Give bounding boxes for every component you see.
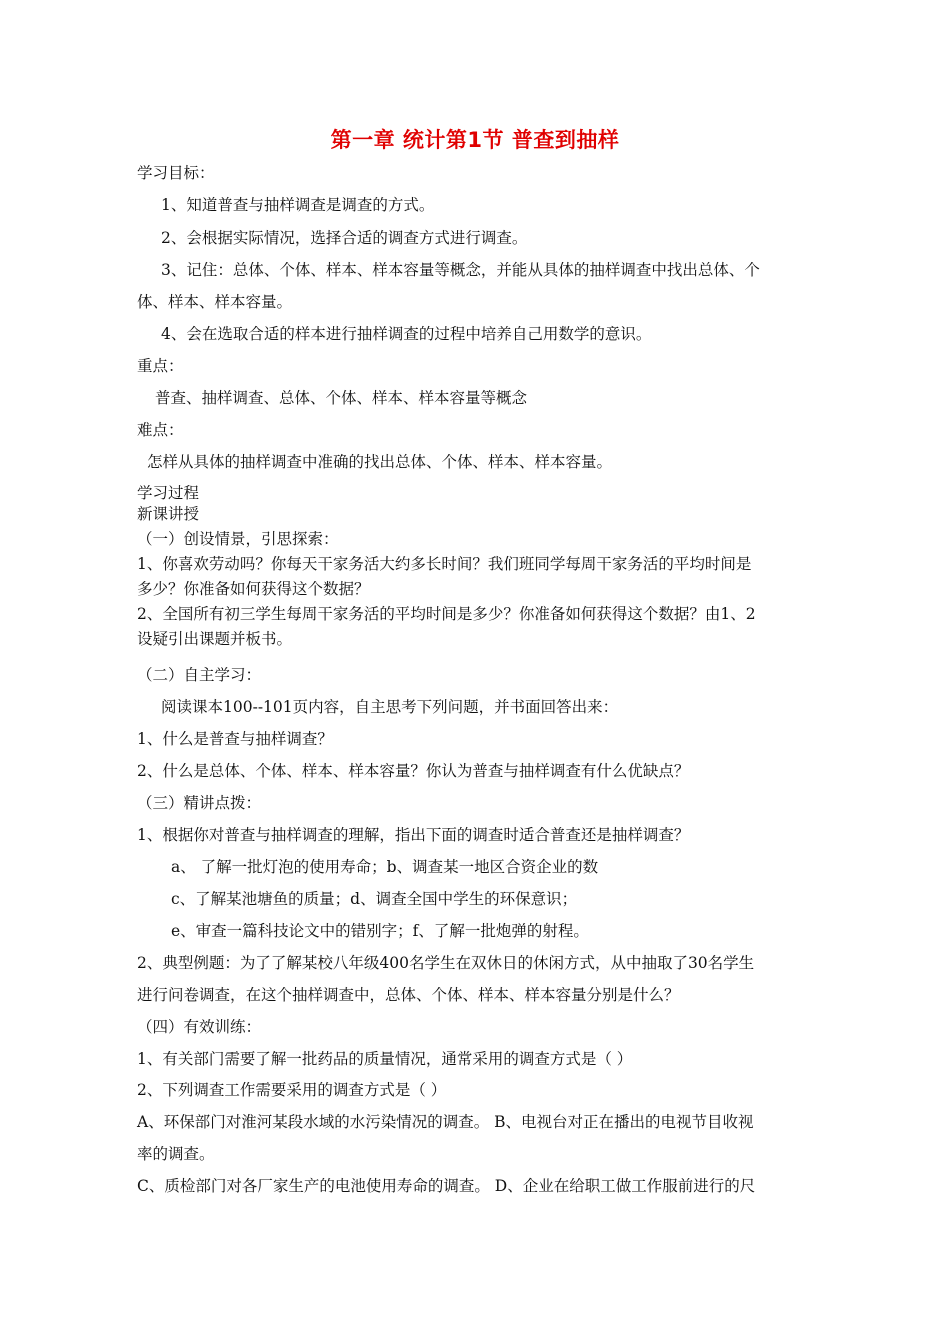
section3-item: e、审查一篇科技论文中的错别字；f、了解一批炮弹的射程。	[171, 922, 589, 940]
section4-option-continued: 率的调查。	[137, 1145, 215, 1163]
process-heading: 学习过程	[137, 484, 200, 502]
section4-question: 1、有关部门需要了解一批药品的质量情况，通常采用的调查方式是（ ）	[137, 1050, 633, 1068]
section3-heading: （三）精讲点拨：	[137, 794, 262, 812]
section3-item: a、 了解一批灯泡的使用寿命；b、调查某一地区合资企业的数	[171, 858, 599, 876]
section1-heading: （一）创设情景，引思探索：	[137, 530, 339, 548]
section1-line: 多少？你准备如何获得这个数据？	[137, 580, 370, 598]
section4-heading: （四）有效训练：	[137, 1018, 262, 1036]
section4-question: 2、下列调查工作需要采用的调查方式是（ ）	[137, 1081, 447, 1099]
section1-line: 设疑引出课题并板书。	[137, 630, 293, 648]
objectives-heading: 学习目标：	[137, 164, 215, 182]
page-title: 第一章 统计第1节 普查到抽样	[330, 128, 620, 152]
section1-line: 2、全国所有初三学生每周干家务活的平均时间是多少？你准备如何获得这个数据？由1、2	[137, 605, 756, 623]
section1-line: 1、你喜欢劳动吗？你每天干家务活大约多长时间？我们班同学每周干家务活的平均时间是	[137, 555, 752, 573]
section2-question: 2、什么是总体、个体、样本、样本容量？你认为普查与抽样调查有什么优缺点？	[137, 762, 690, 780]
difficulty-text: 怎样从具体的抽样调查中准确的找出总体、个体、样本、样本容量。	[147, 453, 613, 471]
new-lesson-heading: 新课讲授	[137, 505, 200, 523]
key-text: 普查、抽样调查、总体、个体、样本、样本容量等概念	[155, 389, 528, 407]
section2-heading: （二）自主学习：	[137, 666, 262, 684]
section3-item: c、了解某池塘鱼的质量；d、调查全国中学生的环保意识；	[171, 890, 578, 908]
objective-item: 1、知道普查与抽样调查是调查的方式。	[161, 196, 435, 214]
key-heading: 重点：	[137, 357, 184, 375]
objective-item: 2、会根据实际情况，选择合适的调查方式进行调查。	[161, 229, 528, 247]
section2-intro: 阅读课本100--101页内容，自主思考下列问题，并书面回答出来：	[161, 698, 619, 716]
objective-item-continued: 体、样本、样本容量。	[137, 293, 293, 311]
section4-option: A、环保部门对淮河某段水域的水污染情况的调查。 B、电视台对正在播出的电视节目收视	[137, 1113, 754, 1131]
section3-example: 2、典型例题：为了了解某校八年级400名学生在双休日的休闲方式，从中抽取了30名学生	[137, 954, 755, 972]
difficulty-heading: 难点：	[137, 421, 184, 439]
section2-question: 1、什么是普查与抽样调查？	[137, 730, 333, 748]
section3-question: 1、根据你对普查与抽样调查的理解，指出下面的调查时适合普查还是抽样调查？	[137, 826, 690, 844]
objective-item: 3、记住：总体、个体、样本、样本容量等概念，并能从具体的抽样调查中找出总体、个	[161, 261, 760, 279]
section3-example-continued: 进行问卷调查，在这个抽样调查中，总体、个体、样本、样本容量分别是什么？	[137, 986, 680, 1004]
section4-option: C、质检部门对各厂家生产的电池使用寿命的调查。 D、企业在给职工做工作服前进行的尺	[137, 1177, 756, 1195]
objective-item: 4、会在选取合适的样本进行抽样调查的过程中培养自己用数学的意识。	[161, 325, 652, 343]
